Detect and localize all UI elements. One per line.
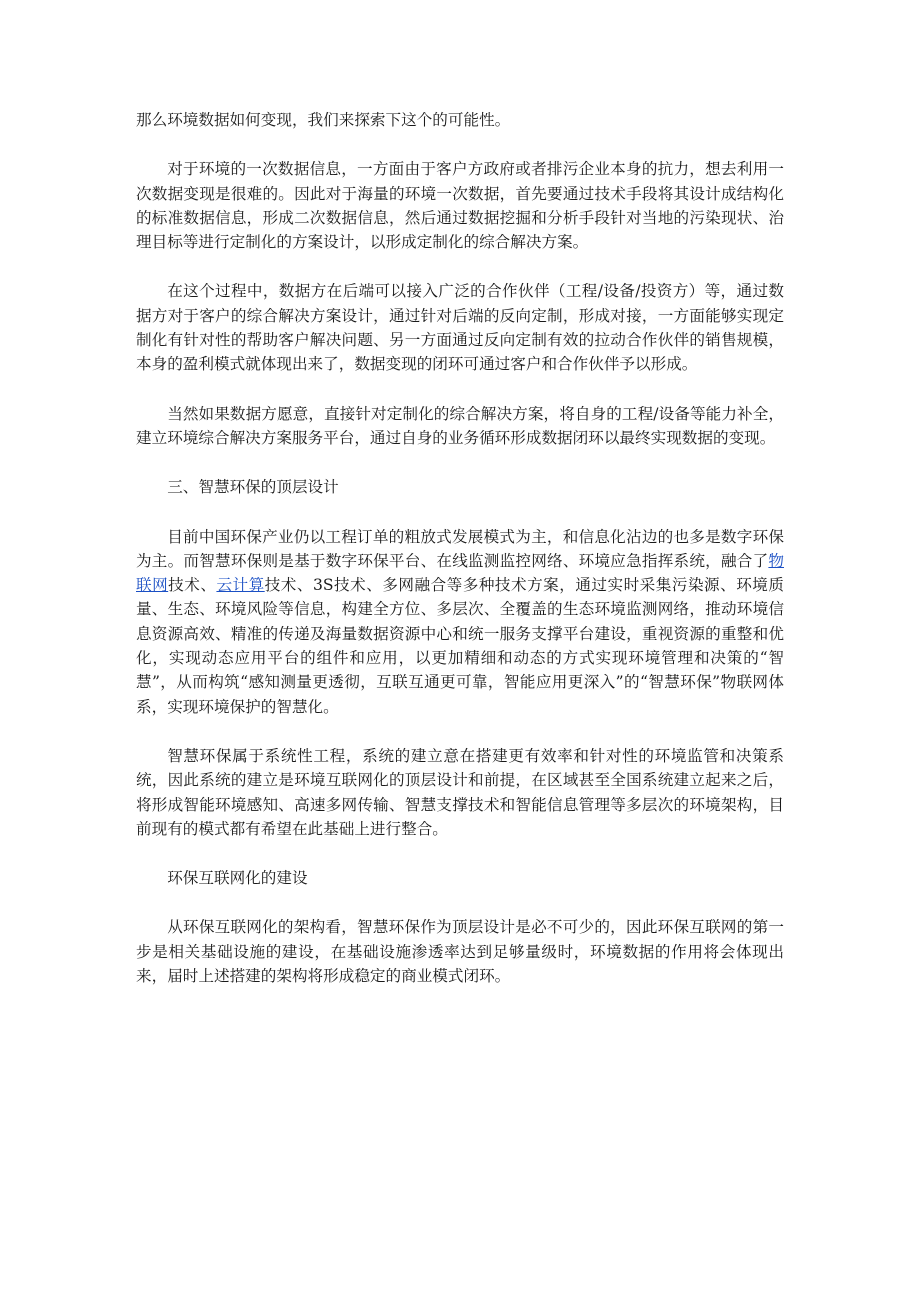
document-body — [136, 108, 784, 1013]
paragraph-data-monetization: 当然如果数据方愿意，直接针对定制化的综合解决方案，将自身的工程/设备等能力补全，建立环境综合解决方案服务平台，通过自身的业务循环形成数据闭环以最终实现数据的变现。 — [136, 404, 784, 447]
section-heading-internet-construction: 环保互联网化的建设 — [167, 869, 308, 888]
paragraph-primary-data: 对于环境的一次数据信息，一方面由于客户方政府或者排污企业本身的抗力，想去利用一次数据变现是很难的。因此对于海量的环境一次数据，首先要通过技术手段将其设计成结构化的标准数据信息，形成二次数据信息，然后通过数据挖掘和分析手段针对当地的污染现状、治理目标等进行定制化的方案设计，以形成定制化的综合解决方案。 — [136, 160, 784, 252]
iot-link[interactable]: 物联网 — [136, 551, 784, 595]
cloud-computing-link[interactable]: 云计算 — [216, 576, 265, 595]
paragraph-process: 在这个过程中，数据方在后端可以接入广泛的合作伙伴（工程/设备/投资方）等，通过数据方对于客户的综合解决方案设计，通过针对后端的反向定制，形成对接，一方面能够实现定制化有针对性的帮助客户解决问题、另一方面通过反向定制有效的拉动合作伙伴的销售规模，本身的盈利模式就体现出来了，数据变现的闭环可通过客户和合作伙伴予以形成。 — [136, 282, 784, 374]
paragraph-text-part: 技术、3S技术、多网融合等多种技术方案，通过实时采集污染源、环境质量、生态、环境风险等信息，构建全方位、多层次、全覆盖的生态环境监测网络，推动环境信息资源高效、精准的传递及海量数据资源中心和统一服务支撑平台建设，重视资源的重整和优化，实现动态应用平台的组件和应用，以更加精细和动态的方式实现环境管理和决策的“智慧”，从而构筑“感知测量更透彻，互联互通更可靠，智能应用更深入”的“智慧环保”物联网体系，实现环境保护的智慧化。 — [136, 576, 784, 716]
section-heading-top-level-design: 三、智慧环保的顶层设计 — [167, 478, 339, 497]
paragraph-text-part: 目前中国环保产业仍以工程订单的粗放式发展模式为主，和信息化沾边的也多是数字环保为主。而智慧环保则是基于数字环保平台、在线监测监控网络、环境应急指挥系统，融合了 — [136, 527, 784, 570]
paragraph-systematic-engineering: 智慧环保属于系统性工程，系统的建立意在搭建更有效率和针对性的环境监管和决策系统，因此系统的建立是环境互联网化的顶层设计和前提，在区域甚至全国系统建立起来之后，将形成智能环境感知、高速多网传输、智慧支撑技术和智能信息管理等多层次的环境架构，目前现有的模式都有希望在此基础上进行整合。 — [136, 746, 784, 838]
paragraph-architecture: 从环保互联网化的架构看，智慧环保作为顶层设计是必不可少的，因此环保互联网的第一步是相关基础设施的建设，在基础设施渗透率达到足够量级时，环境数据的作用将会体现出来，届时上述搭建的架构将形成稳定的商业模式闭环。 — [136, 918, 784, 986]
paragraph-text-part: 技术、 — [168, 576, 217, 595]
paragraph-smart-environment — [136, 525, 784, 719]
paragraph-intro: 那么环境数据如何变现，我们来探索下这个的可能性。 — [136, 111, 511, 129]
